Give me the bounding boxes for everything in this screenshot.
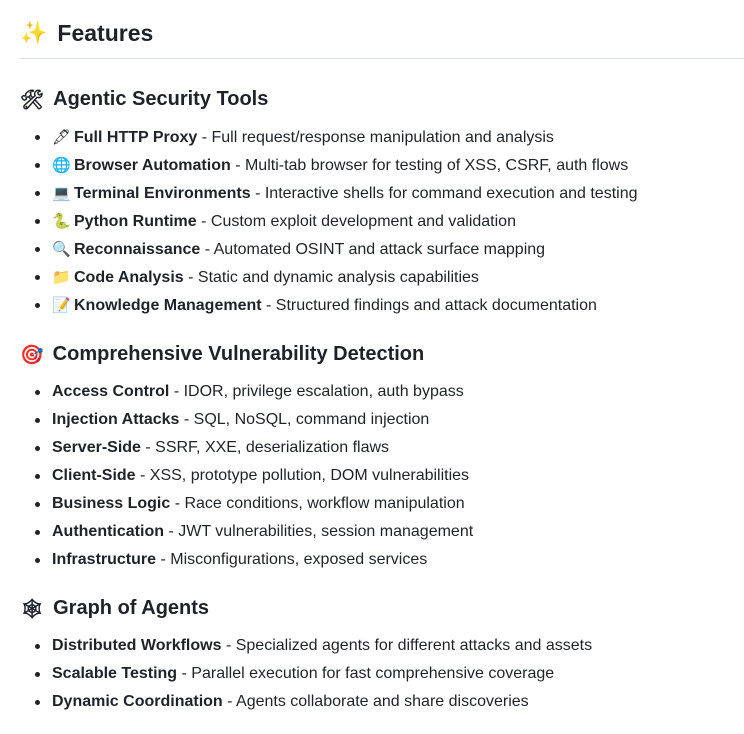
spider-web-icon: 🕸 — [20, 597, 45, 620]
list-item — [32, 207, 744, 235]
snake-icon: 🐍 — [52, 212, 71, 230]
section-vulnerability-detection — [20, 339, 744, 574]
list-item — [32, 406, 744, 434]
item-desc: - IDOR, privilege escalation, auth bypass — [169, 383, 464, 400]
item-name: Authentication — [52, 523, 164, 540]
feature-list — [20, 378, 744, 574]
readme-content — [0, 8, 744, 716]
item-desc: - JWT vulnerabilities, session management — [164, 523, 474, 540]
item-name: Infrastructure — [52, 551, 157, 568]
item-desc: - Automated OSINT and attack surface mapping — [200, 241, 546, 258]
item-desc: - Race conditions, workflow manipulation — [170, 495, 465, 512]
item-desc: - Misconfigurations, exposed services — [156, 551, 428, 568]
section-heading-text: Comprehensive Vulnerability Detection — [52, 342, 425, 365]
item-desc: - Custom exploit development and validation — [196, 213, 516, 230]
laptop-icon: 💻 — [52, 184, 71, 202]
list-item — [32, 462, 744, 490]
target-icon: 🎯 — [20, 343, 44, 366]
page-title-text: Features — [57, 19, 154, 46]
item-name: Business Logic — [52, 495, 171, 512]
item-name: Python Runtime — [74, 213, 197, 230]
item-desc: - SSRF, XXE, deserialization flaws — [140, 439, 390, 456]
item-desc: - Specialized agents for different attacks and assets — [221, 637, 593, 654]
list-item — [32, 518, 744, 546]
item-desc: - Agents collaborate and share discoveries — [222, 693, 529, 710]
item-name: Dynamic Coordination — [52, 693, 223, 710]
page-title — [20, 8, 744, 59]
item-name: Terminal Environments — [74, 185, 251, 202]
item-name: Code Analysis — [74, 269, 184, 286]
item-desc: - Structured findings and attack documentation — [261, 297, 597, 314]
item-desc: - SQL, NoSQL, command injection — [179, 411, 430, 428]
section-heading — [20, 84, 744, 114]
list-item — [32, 632, 744, 660]
item-name: Knowledge Management — [74, 297, 262, 314]
item-name: Reconnaissance — [74, 241, 201, 258]
list-item — [32, 688, 744, 716]
item-name: Scalable Testing — [52, 665, 178, 682]
item-desc: - Multi-tab browser for testing of XSS, CSRF, auth flows — [230, 157, 629, 174]
folder-icon: 📁 — [52, 268, 71, 286]
list-item — [32, 490, 744, 518]
list-item — [32, 179, 744, 207]
list-item — [32, 378, 744, 406]
section-heading-text: Graph of Agents — [53, 596, 210, 619]
list-item — [32, 263, 744, 291]
list-item — [32, 235, 744, 263]
item-name: Client-Side — [52, 467, 136, 484]
section-graph-of-agents — [20, 593, 744, 716]
memo-icon: 📝 — [52, 296, 71, 314]
item-desc: - XSS, prototype pollution, DOM vulnerabilities — [135, 467, 470, 484]
section-heading — [20, 339, 744, 369]
feature-list — [20, 123, 744, 319]
pen-icon: 🖋 — [52, 128, 72, 146]
item-name: Browser Automation — [74, 157, 231, 174]
list-item — [32, 151, 744, 179]
item-name: Access Control — [52, 383, 170, 400]
item-desc: - Interactive shells for command execution and testing — [250, 185, 638, 202]
globe-icon: 🌐 — [52, 156, 71, 174]
magnifier-icon: 🔍 — [52, 240, 71, 258]
section-heading — [20, 593, 744, 623]
feature-list — [20, 632, 744, 716]
sparkles-icon: ✨ — [20, 20, 48, 46]
list-item — [32, 123, 744, 151]
item-desc: - Full request/response manipulation and analysis — [197, 129, 554, 146]
tools-icon: 🛠 — [20, 88, 45, 111]
item-name: Injection Attacks — [52, 411, 180, 428]
section-agentic-security-tools — [20, 84, 744, 319]
item-name: Full HTTP Proxy — [74, 129, 198, 146]
list-item — [32, 660, 744, 688]
item-name: Distributed Workflows — [52, 637, 222, 654]
item-desc: - Parallel execution for fast comprehensive coverage — [177, 665, 555, 682]
list-item — [32, 546, 744, 574]
section-heading-text: Agentic Security Tools — [53, 87, 269, 110]
list-item — [32, 291, 744, 319]
list-item — [32, 434, 744, 462]
item-desc: - Static and dynamic analysis capabilities — [183, 269, 479, 286]
item-name: Server-Side — [52, 439, 141, 456]
